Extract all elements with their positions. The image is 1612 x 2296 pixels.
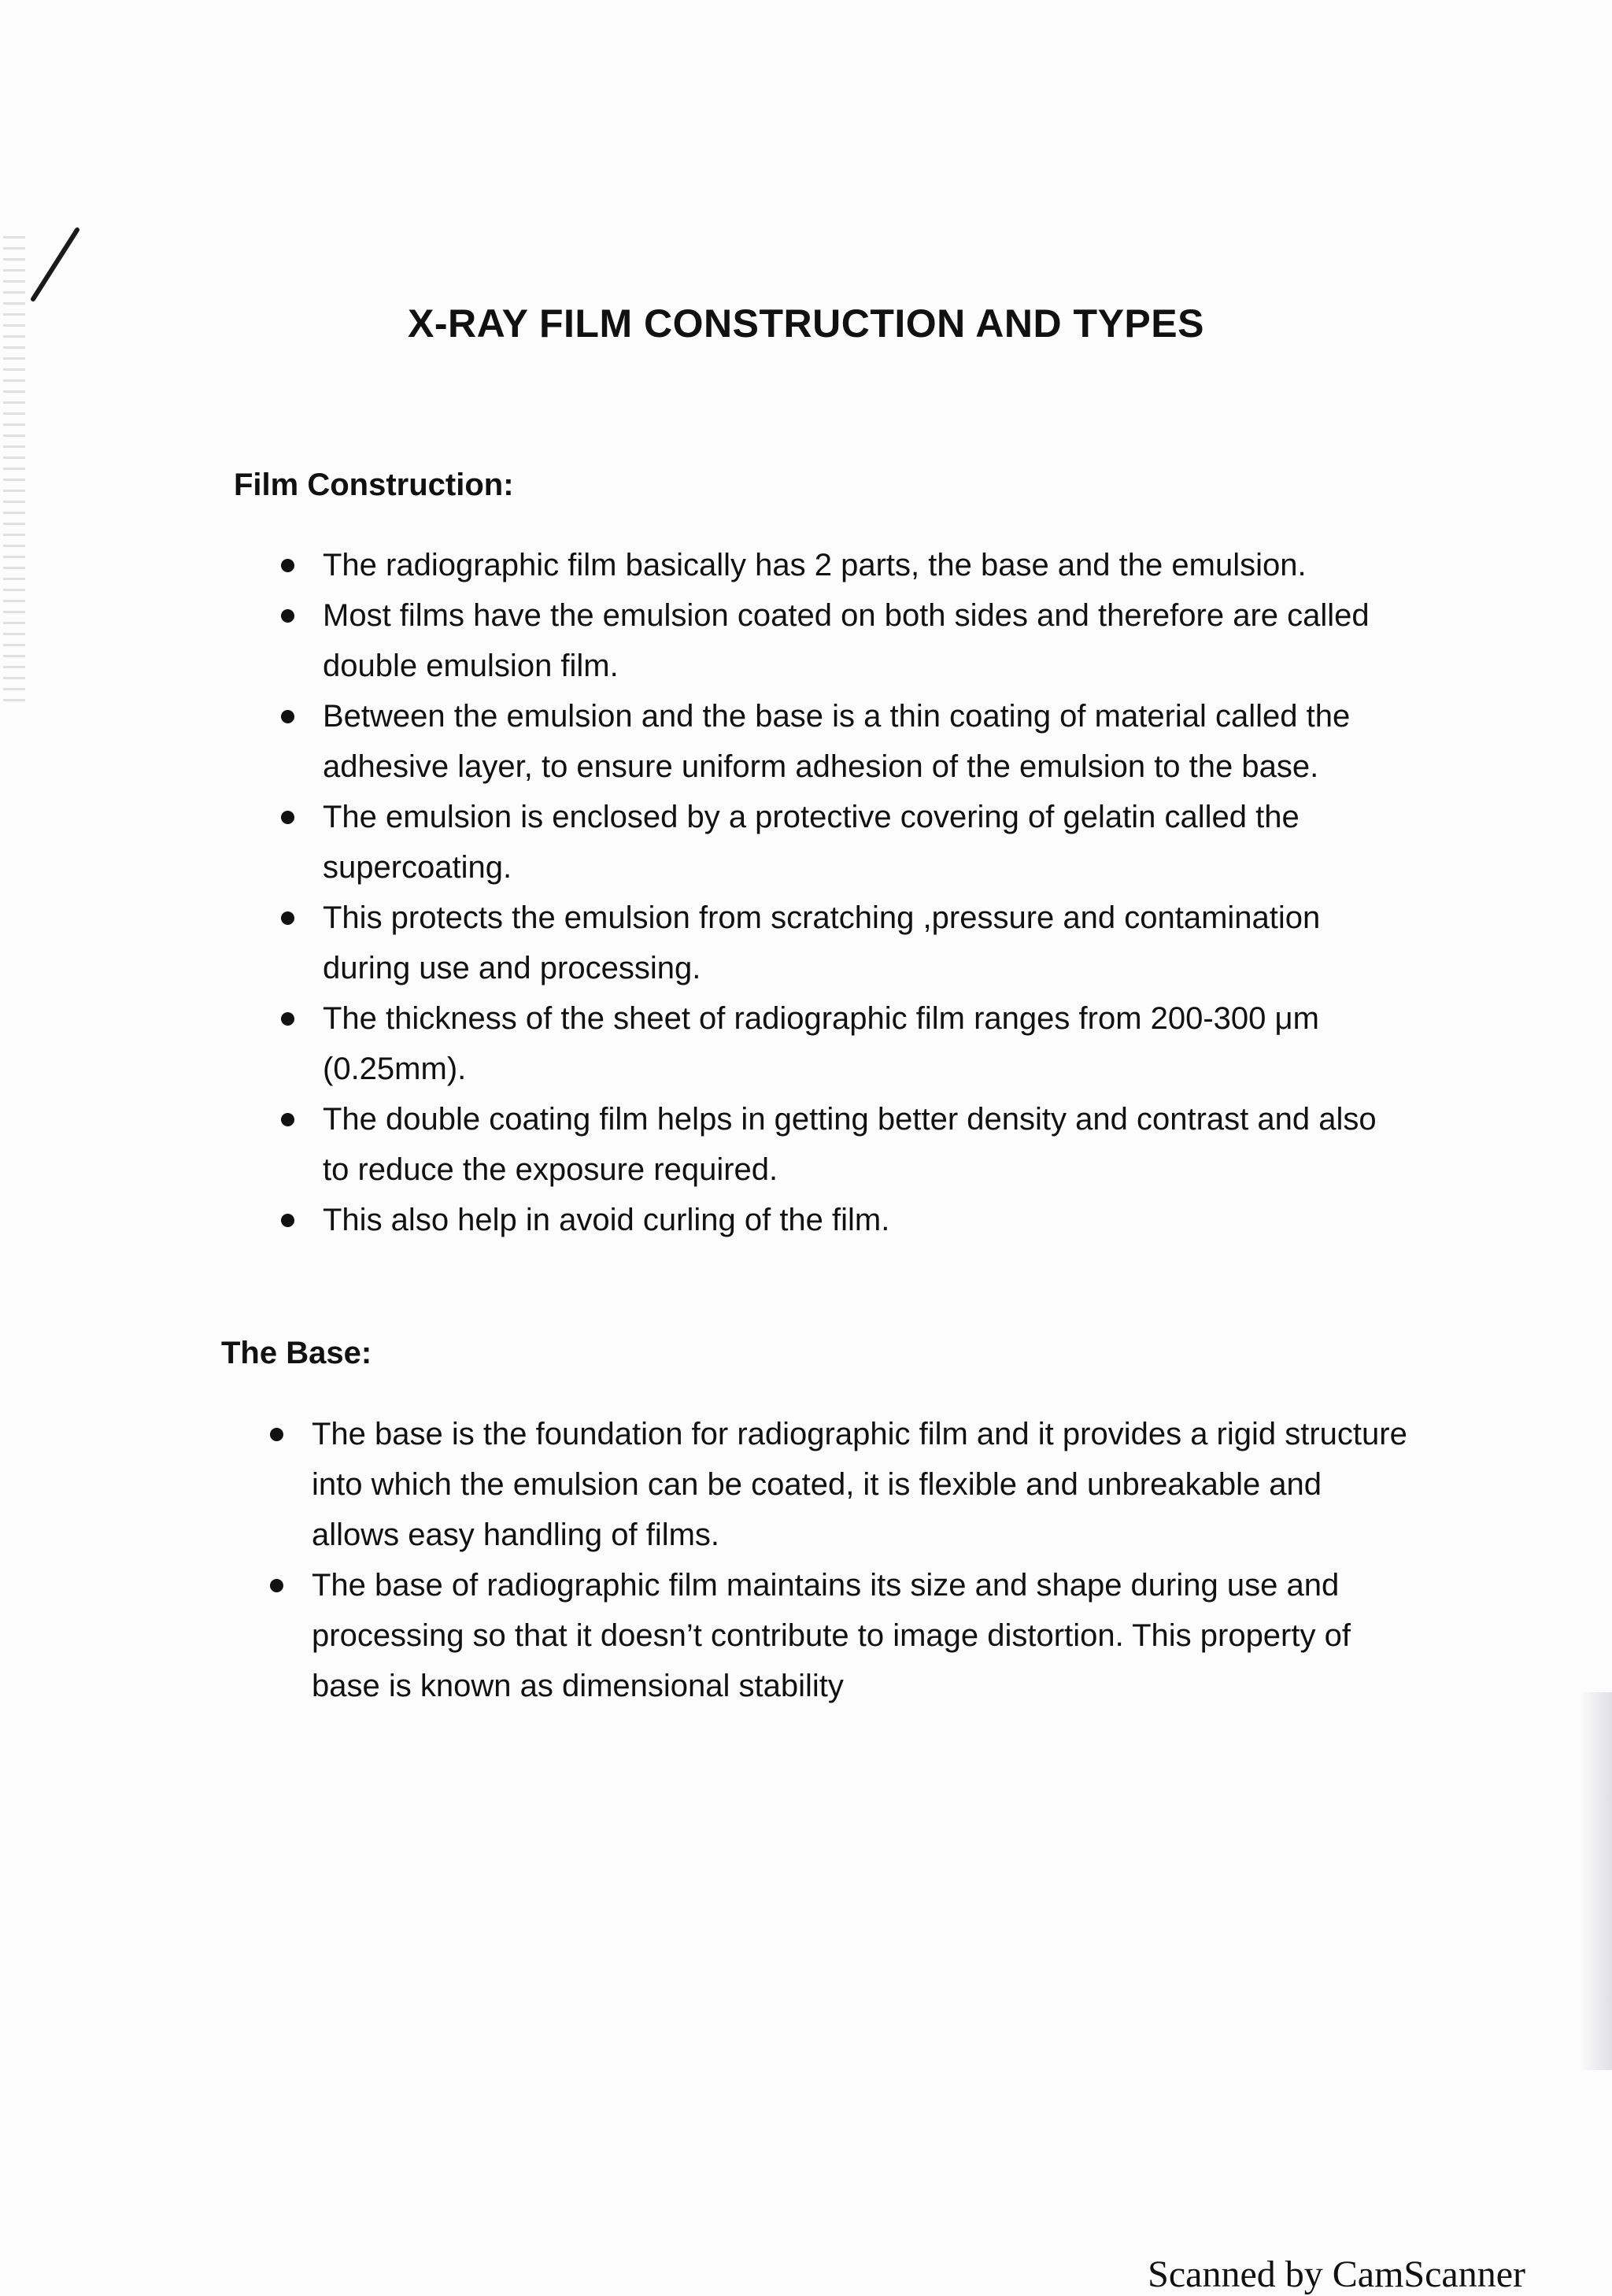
- bullet-icon: [281, 1012, 294, 1026]
- bullet-icon: [281, 1113, 294, 1126]
- document-title: X-RAY FILM CONSTRUCTION AND TYPES: [408, 301, 1204, 346]
- section-heading-the-base: The Base:: [221, 1336, 372, 1370]
- list-item: [323, 993, 1409, 1094]
- list-item-text: The base is the foundation for radiographic film and it provides a rigid structure into which the emulsion can be coated, it is flexible and unbreakable and allows easy handling of films.: [312, 1417, 1407, 1552]
- list-item: [312, 1409, 1414, 1560]
- list-item: [323, 792, 1409, 893]
- bullet-icon: [281, 1214, 294, 1227]
- the-base-list: [312, 1409, 1414, 1711]
- scanner-footer: Scanned by CamScanner: [1148, 2253, 1525, 2295]
- section-heading-film-construction: Film Construction:: [234, 468, 514, 502]
- list-item: [323, 691, 1409, 792]
- list-item: [323, 1094, 1409, 1195]
- list-item: [323, 1195, 1409, 1245]
- list-item-text: This protects the emulsion from scratching ,pressure and contamination during use and processing.: [323, 900, 1321, 985]
- list-item: [323, 893, 1409, 993]
- bullet-icon: [281, 710, 294, 723]
- list-item-text: This also help in avoid curling of the film.: [323, 1203, 890, 1237]
- film-construction-list: [323, 540, 1409, 1245]
- list-item-text: The radiographic film basically has 2 parts, the base and the emulsion.: [323, 548, 1307, 582]
- list-item: [323, 540, 1409, 590]
- list-item: [312, 1560, 1414, 1711]
- bullet-icon: [281, 559, 294, 572]
- list-item-text: The base of radiographic film maintains its size and shape during use and processing so that it doesn’t contribute to image distortion. This property of base is known as dimensional stability: [312, 1568, 1351, 1703]
- list-item-text: Most films have the emulsion coated on both sides and therefore are called double emulsion film.: [323, 598, 1370, 683]
- list-item-text: The double coating film helps in getting better density and contrast and also to reduce the exposure required.: [323, 1102, 1377, 1187]
- list-item: [323, 590, 1409, 691]
- bullet-icon: [281, 609, 294, 623]
- list-item-text: The thickness of the sheet of radiographic film ranges from 200-300 μm (0.25mm).: [323, 1001, 1319, 1086]
- pen-stroke-mark: [24, 220, 94, 307]
- bullet-icon: [281, 911, 294, 925]
- scan-shadow-artifact: [1581, 1692, 1612, 2070]
- list-item-text: Between the emulsion and the base is a thin coating of material called the adhesive layer, to ensure uniform adhesion of the emulsion to the base.: [323, 699, 1351, 784]
- bullet-icon: [281, 811, 294, 824]
- list-item-text: The emulsion is enclosed by a protective covering of gelatin called the supercoating.: [323, 800, 1300, 885]
- bullet-icon: [270, 1428, 283, 1441]
- bullet-icon: [270, 1579, 283, 1592]
